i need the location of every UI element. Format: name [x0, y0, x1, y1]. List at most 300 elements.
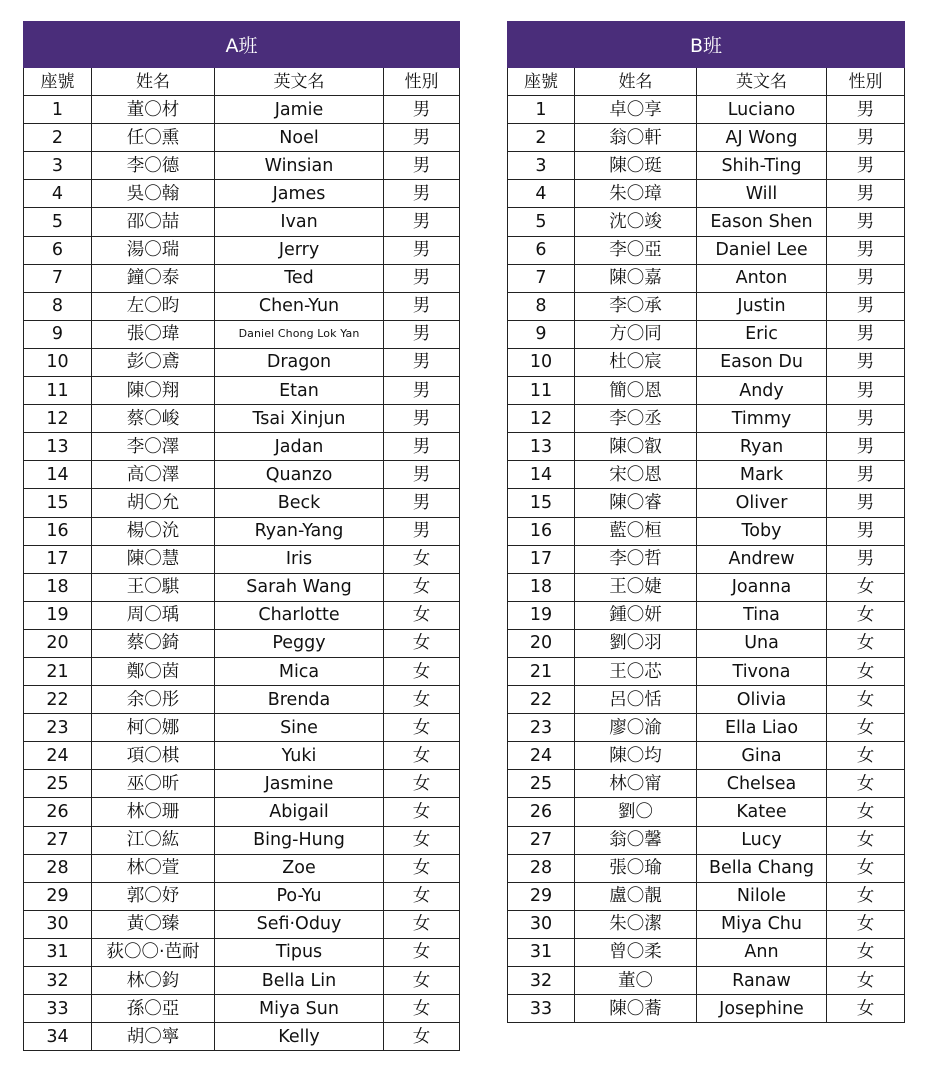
english-name-cell: Zoe — [215, 854, 384, 882]
gender-cell: 女 — [384, 798, 460, 826]
chinese-name-cell: 湯〇瑞 — [92, 236, 215, 264]
english-name-cell: Eric — [697, 320, 827, 348]
chinese-name-cell: 呂〇恬 — [575, 686, 697, 714]
gender-cell: 女 — [827, 657, 905, 685]
table-row — [508, 152, 905, 180]
table-row — [24, 461, 460, 489]
chinese-name-cell: 胡〇允 — [92, 489, 215, 517]
seat-number-cell: 20 — [24, 629, 92, 657]
english-name-cell: Tipus — [215, 938, 384, 966]
gender-cell: 女 — [827, 629, 905, 657]
table-row — [508, 517, 905, 545]
chinese-name-cell: 柯〇娜 — [92, 714, 215, 742]
chinese-name-cell: 王〇騏 — [92, 573, 215, 601]
english-name-cell: Katee — [697, 798, 827, 826]
table-row — [24, 292, 460, 320]
english-name-cell: Winsian — [215, 152, 384, 180]
chinese-name-cell: 余〇彤 — [92, 686, 215, 714]
english-name-cell: Chelsea — [697, 770, 827, 798]
gender-cell: 男 — [827, 489, 905, 517]
table-row — [508, 657, 905, 685]
chinese-name-cell: 彭〇鳶 — [92, 348, 215, 376]
chinese-name-cell: 荻〇〇·芭耐 — [92, 938, 215, 966]
seat-number-cell: 32 — [508, 967, 575, 995]
seat-number-cell: 8 — [24, 292, 92, 320]
seat-number-cell: 4 — [508, 180, 575, 208]
english-name-cell: Justin — [697, 292, 827, 320]
table-row — [24, 208, 460, 236]
chinese-name-cell: 李〇德 — [92, 152, 215, 180]
chinese-name-cell: 林〇萱 — [92, 854, 215, 882]
gender-cell: 女 — [827, 967, 905, 995]
english-name-cell: Noel — [215, 124, 384, 152]
seat-number-cell: 11 — [24, 377, 92, 405]
english-name-cell: Tivona — [697, 657, 827, 685]
english-name-cell: Jadan — [215, 433, 384, 461]
seat-number-cell: 8 — [508, 292, 575, 320]
english-name-cell: Nilole — [697, 882, 827, 910]
seat-number-cell: 18 — [508, 573, 575, 601]
gender-cell: 男 — [384, 377, 460, 405]
gender-cell: 男 — [384, 96, 460, 124]
table-row — [508, 938, 905, 966]
english-name-cell: Abigail — [215, 798, 384, 826]
seat-number-cell: 5 — [24, 208, 92, 236]
seat-number-cell: 25 — [24, 770, 92, 798]
gender-cell: 男 — [384, 348, 460, 376]
english-name-cell: Tsai Xinjun — [215, 405, 384, 433]
table-row — [24, 714, 460, 742]
table-row — [508, 601, 905, 629]
table-row — [508, 461, 905, 489]
gender-cell: 男 — [827, 461, 905, 489]
gender-cell: 女 — [384, 686, 460, 714]
chinese-name-cell: 黃〇臻 — [92, 910, 215, 938]
table-row — [508, 377, 905, 405]
seat-number-cell: 26 — [508, 798, 575, 826]
english-name-cell: Etan — [215, 377, 384, 405]
english-name-cell: Dragon — [215, 348, 384, 376]
table-row — [24, 601, 460, 629]
table-row — [508, 629, 905, 657]
chinese-name-cell: 簡〇恩 — [575, 377, 697, 405]
class-a-roster-table — [23, 21, 460, 1051]
chinese-name-cell: 盧〇靚 — [575, 882, 697, 910]
english-name-cell: Toby — [697, 517, 827, 545]
seat-number-cell: 25 — [508, 770, 575, 798]
chinese-name-cell: 曾〇柔 — [575, 938, 697, 966]
seat-number-cell: 24 — [24, 742, 92, 770]
seat-number-cell: 20 — [508, 629, 575, 657]
english-name-cell: Jerry — [215, 236, 384, 264]
column-header-gender: 性別 — [827, 68, 905, 96]
table-row — [508, 967, 905, 995]
gender-cell: 女 — [384, 882, 460, 910]
gender-cell: 女 — [827, 882, 905, 910]
seat-number-cell: 26 — [24, 798, 92, 826]
seat-number-cell: 21 — [508, 657, 575, 685]
table-row — [508, 545, 905, 573]
seat-number-cell: 4 — [24, 180, 92, 208]
table-row — [508, 433, 905, 461]
table-row — [508, 236, 905, 264]
gender-cell: 女 — [384, 545, 460, 573]
gender-cell: 男 — [827, 405, 905, 433]
english-name-cell: Ryan — [697, 433, 827, 461]
gender-cell: 男 — [384, 320, 460, 348]
gender-cell: 男 — [384, 236, 460, 264]
chinese-name-cell: 林〇鈞 — [92, 967, 215, 995]
column-header-seat: 座號 — [24, 68, 92, 96]
chinese-name-cell: 張〇瑋 — [92, 320, 215, 348]
chinese-name-cell: 林〇甯 — [575, 770, 697, 798]
table-row — [24, 882, 460, 910]
table-row — [24, 545, 460, 573]
english-name-cell: Will — [697, 180, 827, 208]
gender-cell: 女 — [827, 854, 905, 882]
english-name-cell: Ann — [697, 938, 827, 966]
seat-number-cell: 32 — [24, 967, 92, 995]
seat-number-cell: 14 — [24, 461, 92, 489]
seat-number-cell: 11 — [508, 377, 575, 405]
gender-cell: 女 — [384, 826, 460, 854]
seat-number-cell: 6 — [24, 236, 92, 264]
chinese-name-cell: 郭〇妤 — [92, 882, 215, 910]
table-row — [508, 489, 905, 517]
seat-number-cell: 29 — [24, 882, 92, 910]
table-row — [508, 686, 905, 714]
gender-cell: 男 — [827, 264, 905, 292]
gender-cell: 男 — [384, 124, 460, 152]
english-name-cell: Olivia — [697, 686, 827, 714]
table-row — [508, 405, 905, 433]
seat-number-cell: 19 — [508, 601, 575, 629]
gender-cell: 男 — [384, 433, 460, 461]
gender-cell: 女 — [384, 657, 460, 685]
seat-number-cell: 22 — [508, 686, 575, 714]
chinese-name-cell: 李〇哲 — [575, 545, 697, 573]
english-name-cell: Jasmine — [215, 770, 384, 798]
gender-cell: 男 — [827, 517, 905, 545]
chinese-name-cell: 朱〇璋 — [575, 180, 697, 208]
english-name-cell: Miya Sun — [215, 995, 384, 1023]
class-title: A班 — [24, 22, 460, 68]
table-row — [24, 657, 460, 685]
chinese-name-cell: 陳〇均 — [575, 742, 697, 770]
chinese-name-cell: 左〇昀 — [92, 292, 215, 320]
english-name-cell: Yuki — [215, 742, 384, 770]
seat-number-cell: 2 — [508, 124, 575, 152]
table-row — [24, 180, 460, 208]
table-row — [24, 152, 460, 180]
seat-number-cell: 16 — [24, 517, 92, 545]
column-header-gender: 性別 — [384, 68, 460, 96]
table-row — [508, 573, 905, 601]
seat-number-cell: 13 — [508, 433, 575, 461]
english-name-cell: Oliver — [697, 489, 827, 517]
english-name-cell: Lucy — [697, 826, 827, 854]
column-header-english-name: 英文名 — [697, 68, 827, 96]
table-row — [24, 264, 460, 292]
table-row — [508, 826, 905, 854]
gender-cell: 女 — [384, 995, 460, 1023]
chinese-name-cell: 李〇丞 — [575, 405, 697, 433]
english-name-cell: Timmy — [697, 405, 827, 433]
table-row — [24, 320, 460, 348]
chinese-name-cell: 杜〇宸 — [575, 348, 697, 376]
gender-cell: 女 — [827, 995, 905, 1023]
table-row — [24, 489, 460, 517]
english-name-cell: Bing-Hung — [215, 826, 384, 854]
table-row — [24, 573, 460, 601]
english-name-cell: James — [215, 180, 384, 208]
gender-cell: 男 — [384, 180, 460, 208]
gender-cell: 女 — [827, 826, 905, 854]
seat-number-cell: 15 — [508, 489, 575, 517]
gender-cell: 女 — [827, 714, 905, 742]
gender-cell: 男 — [384, 489, 460, 517]
english-name-cell: Mark — [697, 461, 827, 489]
gender-cell: 女 — [827, 938, 905, 966]
chinese-name-cell: 孫〇亞 — [92, 995, 215, 1023]
table-row — [508, 742, 905, 770]
english-name-cell: Beck — [215, 489, 384, 517]
seat-number-cell: 33 — [24, 995, 92, 1023]
seat-number-cell: 18 — [24, 573, 92, 601]
table-row — [508, 910, 905, 938]
chinese-name-cell: 胡〇寧 — [92, 1023, 215, 1051]
gender-cell: 女 — [384, 910, 460, 938]
table-row — [508, 798, 905, 826]
chinese-name-cell: 吳〇翰 — [92, 180, 215, 208]
english-name-cell: Bella Lin — [215, 967, 384, 995]
table-row — [24, 742, 460, 770]
chinese-name-cell: 邵〇喆 — [92, 208, 215, 236]
chinese-name-cell: 翁〇馨 — [575, 826, 697, 854]
seat-number-cell: 13 — [24, 433, 92, 461]
chinese-name-cell: 翁〇軒 — [575, 124, 697, 152]
chinese-name-cell: 陳〇翔 — [92, 377, 215, 405]
english-name-cell: Sine — [215, 714, 384, 742]
english-name-cell: Josephine — [697, 995, 827, 1023]
seat-number-cell: 30 — [24, 910, 92, 938]
english-name-cell: Kelly — [215, 1023, 384, 1051]
english-name-cell: Gina — [697, 742, 827, 770]
table-row — [508, 714, 905, 742]
table-row — [24, 517, 460, 545]
seat-number-cell: 33 — [508, 995, 575, 1023]
chinese-name-cell: 藍〇桓 — [575, 517, 697, 545]
gender-cell: 女 — [384, 573, 460, 601]
table-row — [24, 826, 460, 854]
english-name-cell: Po-Yu — [215, 882, 384, 910]
gender-cell: 女 — [384, 938, 460, 966]
chinese-name-cell: 沈〇竣 — [575, 208, 697, 236]
seat-number-cell: 1 — [24, 96, 92, 124]
seat-number-cell: 23 — [508, 714, 575, 742]
english-name-cell: Eason Du — [697, 348, 827, 376]
table-row — [508, 995, 905, 1023]
table-row — [24, 995, 460, 1023]
seat-number-cell: 10 — [24, 348, 92, 376]
seat-number-cell: 28 — [508, 854, 575, 882]
table-row — [24, 405, 460, 433]
gender-cell: 男 — [827, 377, 905, 405]
chinese-name-cell: 廖〇渝 — [575, 714, 697, 742]
chinese-name-cell: 任〇熏 — [92, 124, 215, 152]
english-name-cell: AJ Wong — [697, 124, 827, 152]
seat-number-cell: 12 — [24, 405, 92, 433]
table-row — [24, 854, 460, 882]
english-name-cell: Tina — [697, 601, 827, 629]
seat-number-cell: 2 — [24, 124, 92, 152]
gender-cell: 男 — [384, 517, 460, 545]
english-name-cell: Daniel Chong Lok Yan — [215, 320, 384, 348]
table-row — [24, 938, 460, 966]
chinese-name-cell: 董〇材 — [92, 96, 215, 124]
seat-number-cell: 5 — [508, 208, 575, 236]
column-header-name: 姓名 — [92, 68, 215, 96]
gender-cell: 男 — [384, 292, 460, 320]
gender-cell: 男 — [827, 433, 905, 461]
table-row — [24, 377, 460, 405]
table-row — [24, 910, 460, 938]
gender-cell: 男 — [827, 180, 905, 208]
gender-cell: 男 — [384, 152, 460, 180]
chinese-name-cell: 陳〇睿 — [575, 489, 697, 517]
chinese-name-cell: 鍾〇妍 — [575, 601, 697, 629]
seat-number-cell: 19 — [24, 601, 92, 629]
gender-cell: 男 — [384, 264, 460, 292]
chinese-name-cell: 董〇 — [575, 967, 697, 995]
seat-number-cell: 31 — [24, 938, 92, 966]
english-name-cell: Daniel Lee — [697, 236, 827, 264]
table-row — [508, 320, 905, 348]
english-name-cell: Ella Liao — [697, 714, 827, 742]
table-row — [24, 348, 460, 376]
chinese-name-cell: 張〇瑜 — [575, 854, 697, 882]
seat-number-cell: 27 — [24, 826, 92, 854]
english-name-cell: Eason Shen — [697, 208, 827, 236]
seat-number-cell: 23 — [24, 714, 92, 742]
chinese-name-cell: 陳〇蕎 — [575, 995, 697, 1023]
seat-number-cell: 7 — [508, 264, 575, 292]
table-row — [24, 798, 460, 826]
gender-cell: 女 — [384, 601, 460, 629]
chinese-name-cell: 高〇澤 — [92, 461, 215, 489]
chinese-name-cell: 鐘〇泰 — [92, 264, 215, 292]
class-b-roster-table — [507, 21, 905, 1023]
gender-cell: 男 — [827, 152, 905, 180]
chinese-name-cell: 王〇婕 — [575, 573, 697, 601]
english-name-cell: Charlotte — [215, 601, 384, 629]
gender-cell: 女 — [384, 714, 460, 742]
chinese-name-cell: 江〇紘 — [92, 826, 215, 854]
chinese-name-cell: 楊〇沇 — [92, 517, 215, 545]
table-row — [24, 629, 460, 657]
gender-cell: 女 — [384, 967, 460, 995]
seat-number-cell: 9 — [508, 320, 575, 348]
gender-cell: 男 — [827, 292, 905, 320]
english-name-cell: Chen-Yun — [215, 292, 384, 320]
table-row — [508, 854, 905, 882]
gender-cell: 女 — [384, 1023, 460, 1051]
chinese-name-cell: 劉〇 — [575, 798, 697, 826]
seat-number-cell: 21 — [24, 657, 92, 685]
gender-cell: 男 — [827, 124, 905, 152]
seat-number-cell: 29 — [508, 882, 575, 910]
gender-cell: 男 — [384, 208, 460, 236]
chinese-name-cell: 李〇承 — [575, 292, 697, 320]
seat-number-cell: 28 — [24, 854, 92, 882]
english-name-cell: Mica — [215, 657, 384, 685]
gender-cell: 女 — [384, 629, 460, 657]
gender-cell: 女 — [384, 770, 460, 798]
table-row — [508, 208, 905, 236]
table-row — [508, 124, 905, 152]
gender-cell: 女 — [827, 686, 905, 714]
seat-number-cell: 3 — [508, 152, 575, 180]
gender-cell: 男 — [384, 405, 460, 433]
seat-number-cell: 6 — [508, 236, 575, 264]
table-row — [24, 96, 460, 124]
column-header-name: 姓名 — [575, 68, 697, 96]
english-name-cell: Bella Chang — [697, 854, 827, 882]
gender-cell: 女 — [827, 770, 905, 798]
english-name-cell: Miya Chu — [697, 910, 827, 938]
table-row — [508, 96, 905, 124]
chinese-name-cell: 鄭〇茵 — [92, 657, 215, 685]
english-name-cell: Ted — [215, 264, 384, 292]
chinese-name-cell: 劉〇羽 — [575, 629, 697, 657]
seat-number-cell: 12 — [508, 405, 575, 433]
chinese-name-cell: 蔡〇峻 — [92, 405, 215, 433]
gender-cell: 女 — [384, 742, 460, 770]
english-name-cell: Andy — [697, 377, 827, 405]
chinese-name-cell: 卓〇享 — [575, 96, 697, 124]
chinese-name-cell: 李〇澤 — [92, 433, 215, 461]
chinese-name-cell: 陳〇叡 — [575, 433, 697, 461]
class-title: B班 — [508, 22, 905, 68]
english-name-cell: Brenda — [215, 686, 384, 714]
chinese-name-cell: 陳〇珽 — [575, 152, 697, 180]
seat-number-cell: 10 — [508, 348, 575, 376]
chinese-name-cell: 陳〇嘉 — [575, 264, 697, 292]
seat-number-cell: 27 — [508, 826, 575, 854]
gender-cell: 男 — [827, 348, 905, 376]
seat-number-cell: 17 — [24, 545, 92, 573]
column-header-seat: 座號 — [508, 68, 575, 96]
gender-cell: 男 — [827, 545, 905, 573]
table-row — [24, 967, 460, 995]
chinese-name-cell: 朱〇潔 — [575, 910, 697, 938]
table-row — [508, 882, 905, 910]
table-row — [508, 264, 905, 292]
seat-number-cell: 30 — [508, 910, 575, 938]
chinese-name-cell: 蔡〇錡 — [92, 629, 215, 657]
chinese-name-cell: 王〇芯 — [575, 657, 697, 685]
gender-cell: 男 — [827, 96, 905, 124]
english-name-cell: Ryan-Yang — [215, 517, 384, 545]
chinese-name-cell: 方〇同 — [575, 320, 697, 348]
seat-number-cell: 1 — [508, 96, 575, 124]
english-name-cell: Shih-Ting — [697, 152, 827, 180]
table-row — [508, 180, 905, 208]
table-row — [24, 236, 460, 264]
chinese-name-cell: 李〇亞 — [575, 236, 697, 264]
english-name-cell: Jamie — [215, 96, 384, 124]
gender-cell: 女 — [827, 910, 905, 938]
